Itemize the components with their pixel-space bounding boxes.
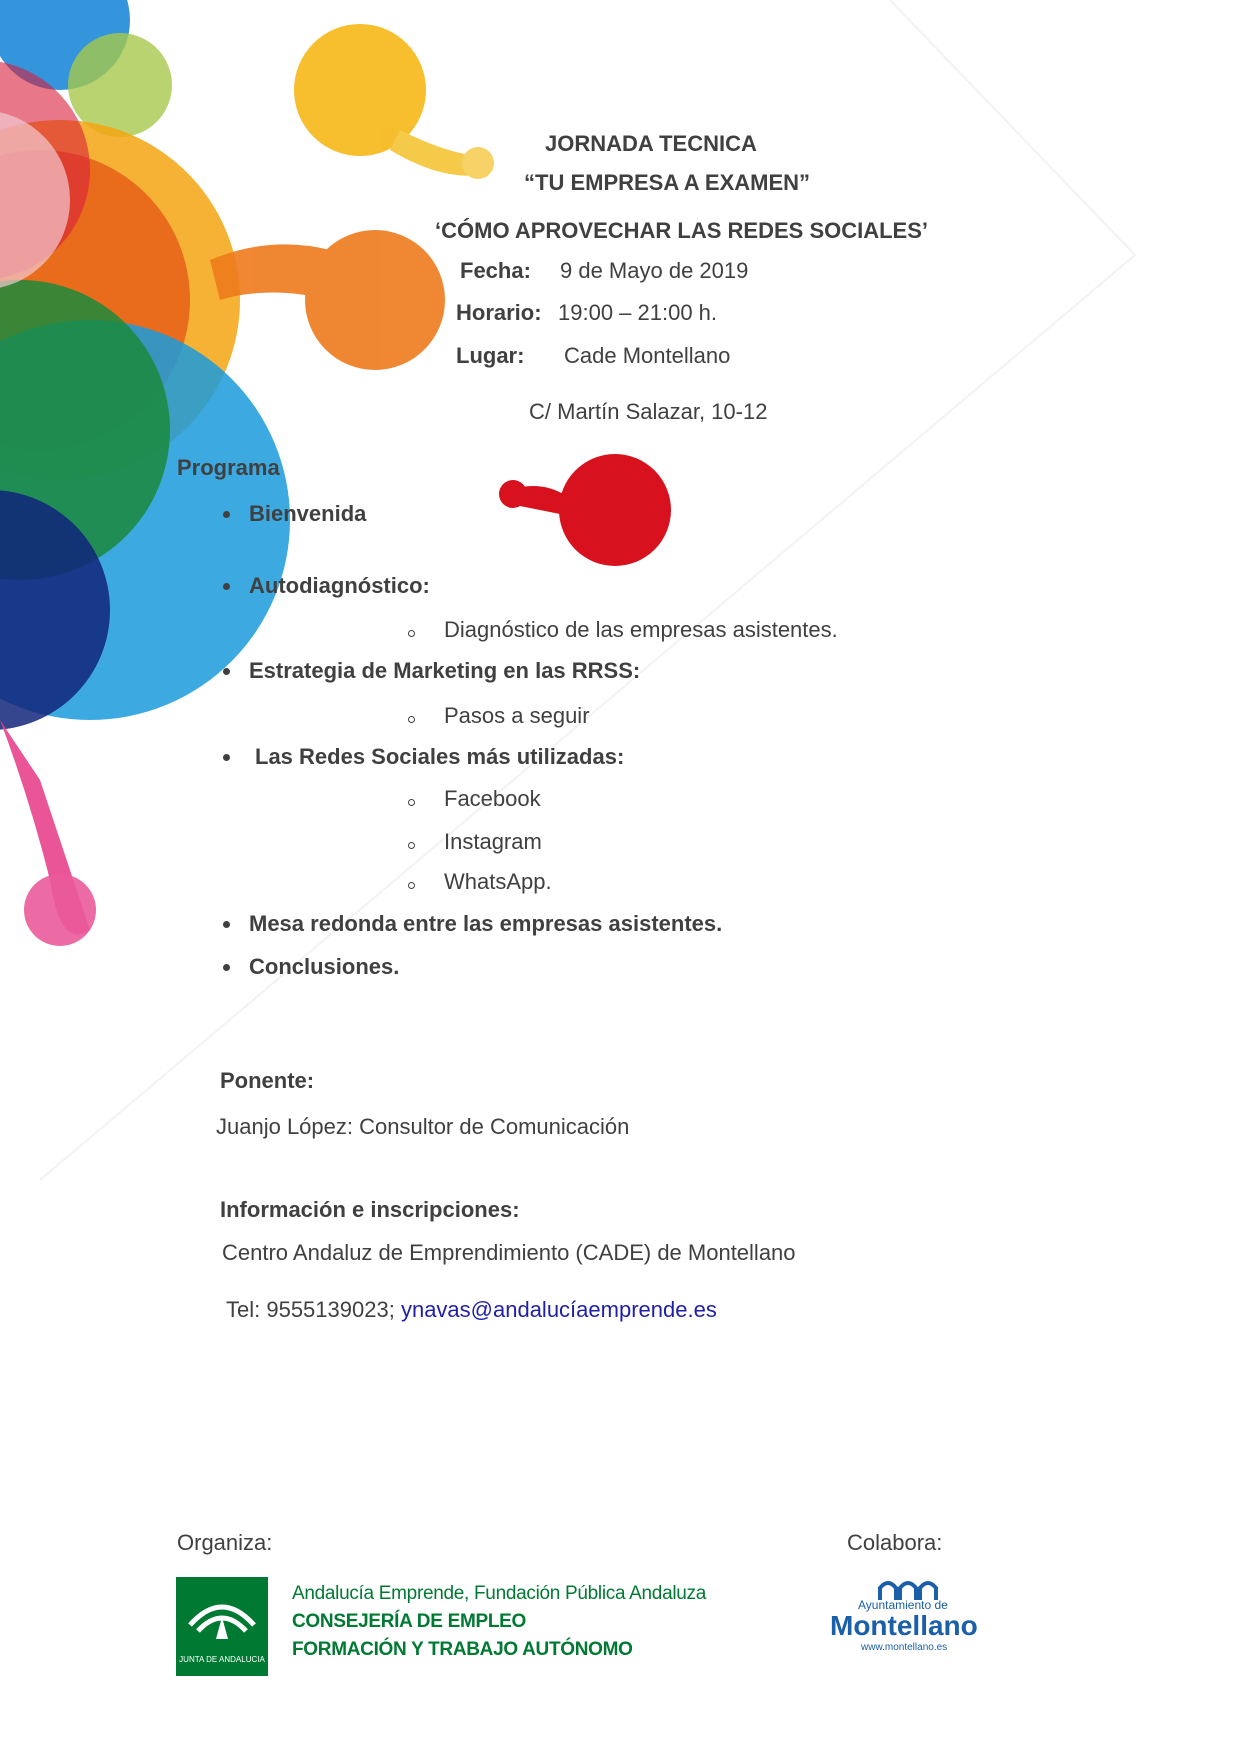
bullet-icon [223,583,230,590]
sub-bullet-icon [408,799,415,806]
ponente-label: Ponente: [220,1068,315,1093]
bullet-icon [223,668,230,675]
ja-line-1: Andalucía Emprende, Fundación Pública Andaluza [292,1583,706,1604]
address: C/ Martín Salazar, 10-12 [529,399,768,424]
programa-item: Conclusiones. [249,954,400,979]
fecha-value: 9 de Mayo de 2019 [560,258,749,283]
info-tel: Tel: 9555139023; [226,1297,395,1322]
sub-bullet-icon [408,716,415,723]
red-blob [499,454,671,566]
sub-bullet-icon [408,842,415,849]
event-subtitle: ‘CÓMO APROVECHAR LAS REDES SOCIALES’ [435,218,929,243]
programa-item: Mesa redonda entre las empresas asistentes. [249,911,723,936]
horario-value: 19:00 – 21:00 h. [558,300,718,325]
info-contact [226,1297,717,1323]
horario-label: Horario: [456,300,542,325]
programa-subitem: Instagram [444,829,542,854]
fecha-label: Fecha: [460,258,531,283]
sub-bullet-icon [408,630,415,637]
junta-logo-text: JUNTA DE ANDALUCIA [179,1655,265,1664]
programa-title: Programa [177,455,280,480]
event-type-title: JORNADA TECNICA [545,131,757,156]
colabora-label: Colabora: [847,1530,943,1555]
bullet-icon [223,921,230,928]
event-name-title: “TU EMPRESA A EXAMEN” [524,170,811,195]
montellano-url: www.montellano.es [861,1642,948,1653]
info-label: Información e inscripciones: [220,1197,520,1222]
programa-item: Las Redes Sociales más utilizadas: [255,744,625,769]
programa-item: Autodiagnóstico: [249,573,430,598]
programa-subitem: Facebook [444,786,541,811]
info-center: Centro Andaluz de Emprendimiento (CADE) de Montellano [222,1240,796,1265]
sub-bullet-icon [408,882,415,889]
programa-item: Estrategia de Marketing en las RRSS: [249,658,641,683]
programa-subitem: Diagnóstico de las empresas asistentes. [444,617,838,642]
ponente-value: Juanjo López: Consultor de Comunicación [216,1114,630,1139]
montellano-arches-icon [878,1578,938,1600]
bullet-icon [223,754,230,761]
programa-subitem: WhatsApp. [444,869,552,894]
programa-subitem: Pasos a seguir [444,703,590,728]
email-link[interactable]: ynavas@andalucíaemprende.es [400,1297,717,1322]
yellow-blob [294,24,494,179]
ja-line-2: CONSEJERÍA DE EMPLEO [292,1611,527,1632]
lugar-label: Lugar: [456,343,525,368]
ja-line-3: FORMACIÓN Y TRABAJO AUTÓNOMO [292,1639,633,1660]
junta-andalucia-logo [176,1577,268,1676]
bullet-icon [223,511,230,518]
bullet-icon [223,964,230,971]
orange-blob [210,230,445,370]
montellano-line-1: Ayuntamiento de [858,1598,948,1612]
montellano-line-2: Montellano [830,1610,978,1641]
programa-item: Bienvenida [249,501,367,526]
organiza-label: Organiza: [177,1530,273,1555]
lugar-value: Cade Montellano [564,343,731,368]
